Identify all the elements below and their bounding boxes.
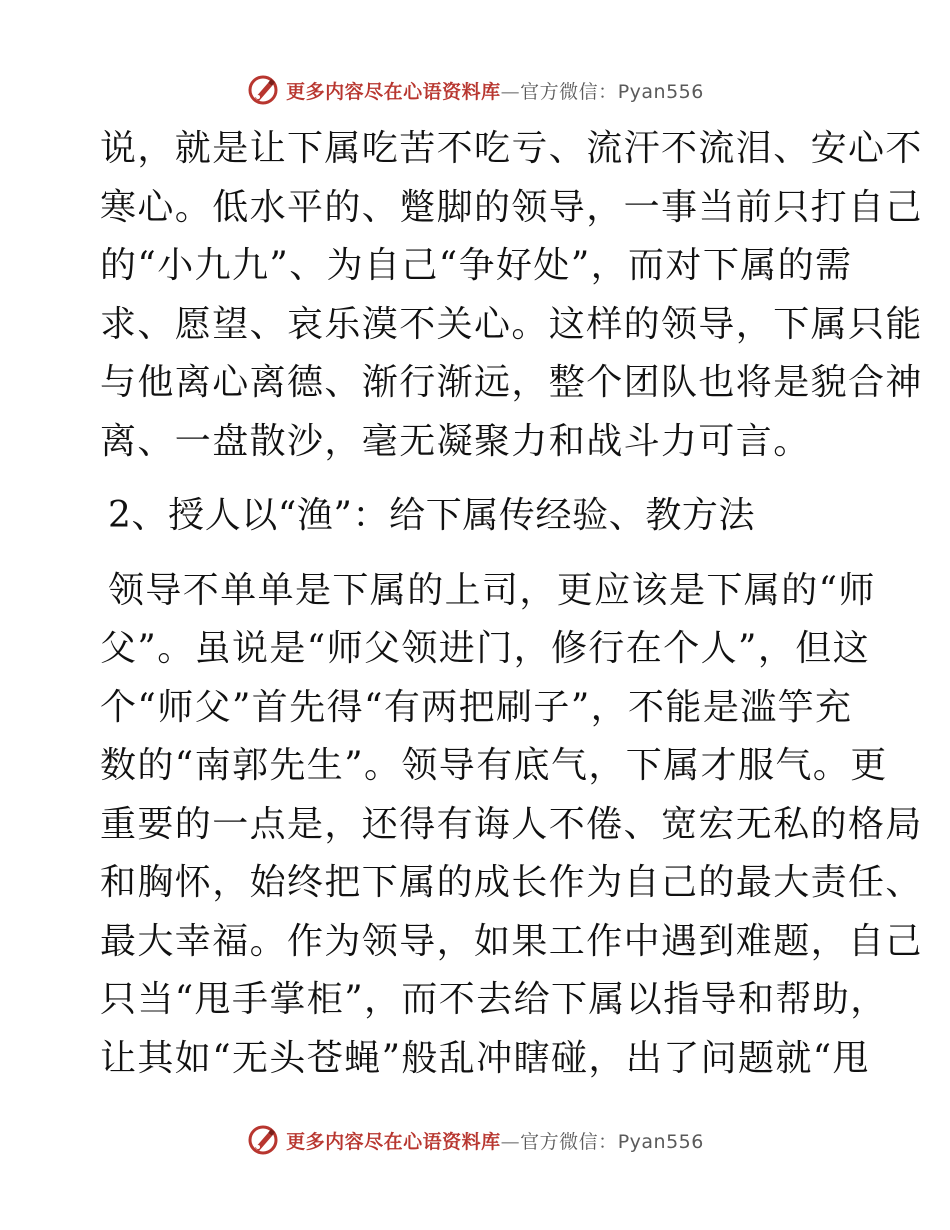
section-heading: 2、授人以“渔”：给下属传经验、教方法 (108, 495, 756, 536)
text-line: 领导不单单是下属的上司，更应该是下属的“师 (108, 569, 876, 611)
banner-text: 更多内容尽在心语资料库—官方微信：Pyan556 (286, 1130, 704, 1153)
text-line: 的“小九九”、为自己“争好处”，而对下属的需 (100, 245, 853, 286)
text-line: 与他离心离德、渐行渐远，整个团队也将是貌合神 (100, 362, 923, 403)
text-line: 让其如“无头苍蝇”般乱冲瞎碰，出了问题就“甩 (100, 1037, 871, 1079)
text-line: 寒心。低水平的、蹩脚的领导，一事当前只打自己 (100, 186, 923, 228)
text-line: 数的“南郭先生”。领导有底气，下属才服气。更 (100, 745, 888, 786)
text-line: 最大幸福。作为领导，如果工作中遇到难题，自己 (100, 920, 923, 962)
text-line: 只当“甩手掌柜”，而不去给下属以指导和帮助， (100, 979, 888, 1020)
text-line: 和胸怀，始终把下属的成长作为自己的最大责任、 (100, 862, 923, 903)
pen-logo-icon (246, 73, 280, 107)
text-line: 求、愿望、哀乐漠不关心。这样的领导，下属只能 (100, 303, 923, 345)
footer-banner (0, 1120, 950, 1160)
text-line: 说，就是让下属吃苦不吃亏、流汗不流泪、安心不 (100, 128, 923, 169)
document-body (100, 120, 923, 1088)
text-line: 父”。虽说是“师父领进门，修行在个人”，但这 (100, 628, 871, 669)
header-banner (0, 70, 950, 110)
text-line: 重要的一点是，还得有诲人不倦、宽宏无私的格局 (100, 803, 923, 845)
text-line: 离、一盘散沙，毫无凝聚力和战斗力可言。 (100, 420, 811, 462)
banner-text: 更多内容尽在心语资料库—官方微信：Pyan556 (286, 80, 704, 103)
paragraph-continued (100, 120, 923, 471)
text-line: 个“师父”首先得“有两把刷子”，不能是滥竽充 (100, 686, 853, 728)
paragraph (100, 562, 923, 1089)
pen-logo-icon (246, 1123, 280, 1157)
